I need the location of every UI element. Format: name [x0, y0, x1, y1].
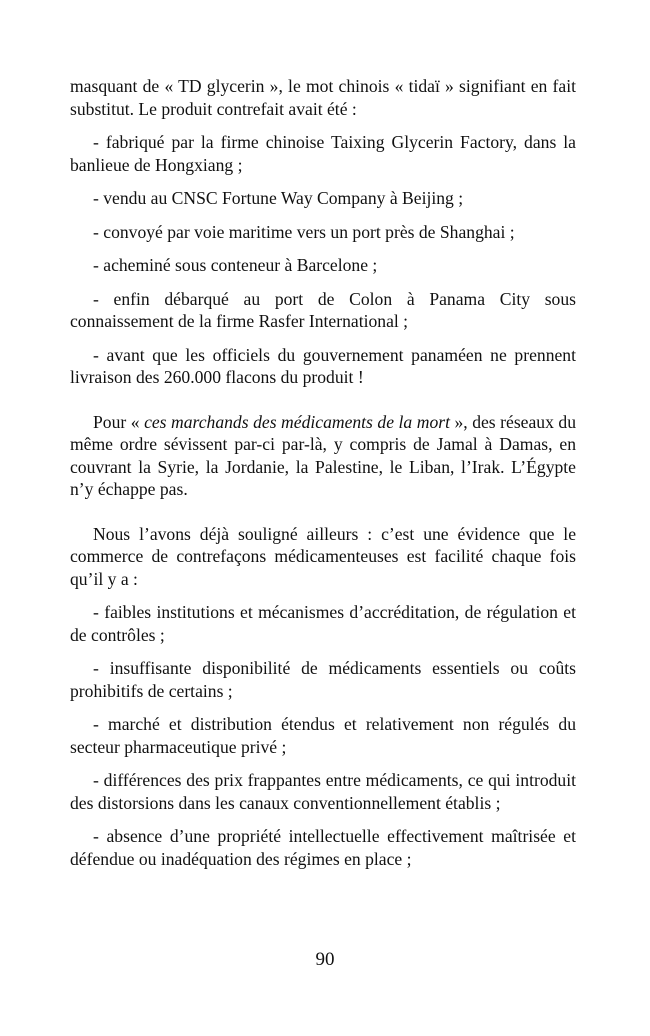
list-item-convoye: - convoyé par voie maritime vers un port près de Shanghai ;: [93, 221, 515, 242]
paragraph-intro: masquant de « TD glycerin », le mot chinois « tidaï » signifiant en fait substitut. Le produit contrefait avait été :: [70, 76, 576, 119]
list-item-vendu: - vendu au CNSC Fortune Way Company à Beijing ;: [93, 188, 464, 208]
list-item-achemine: - acheminé sous conteneur à Barcelone ;: [93, 255, 378, 275]
list-item-marche: - marché et distribution étendus et relativement non régulés du secteur pharmaceutique privé ;: [70, 714, 576, 757]
paragraph-marchands: [70, 411, 576, 501]
body-text: [70, 75, 576, 870]
list-item-disponibilite: - insuffisante disponibilité de médicaments essentiels ou coûts prohibitifs de certains ;: [70, 658, 576, 701]
list-item-livraison: - avant que les officiels du gouvernement panaméen ne prennent livraison des 260.000 flacons du produit !: [70, 344, 576, 387]
list-item-prix: - différences des prix frappantes entre médicaments, ce qui introduit des distorsions dans les canaux conventionnellement établis ;: [70, 770, 576, 813]
paragraph-marchands-before: Pour «: [93, 411, 145, 432]
list-item-debarque: - enfin débarqué au port de Colon à Panama City sous connaissement de la firme Rasfer International ;: [70, 288, 576, 331]
list-item-institutions: - faibles institutions et mécanismes d’accréditation, de régulation et de contrôles ;: [70, 602, 576, 645]
paragraph-marchands-after: », des réseaux du même ordre sévissent par-ci par-là, y compris de Jamal à Damas, en couvrant la Syrie, la Jordanie, la Palestine, le Liban, l’Irak. L’Égypte n’y échappe pas.: [70, 411, 576, 499]
paragraph-marchands-quote: ces marchands des médicaments de la mort: [144, 411, 450, 432]
list-item-fabrique: - fabriqué par la firme chinoise Taixing Glycerin Factory, dans la banlieue de Hongxiang ;: [70, 132, 576, 175]
list-item-propriete: - absence d’une propriété intellectuelle effectivement maîtrisée et défendue ou inadéquation des régimes en place ;: [70, 826, 576, 869]
paragraph-evidence: Nous l’avons déjà souligné ailleurs : c’est une évidence que le commerce de contrefaçons médicamenteuses est facilité chaque fois qu’il y a :: [70, 523, 576, 589]
page-number: 90: [315, 949, 335, 970]
